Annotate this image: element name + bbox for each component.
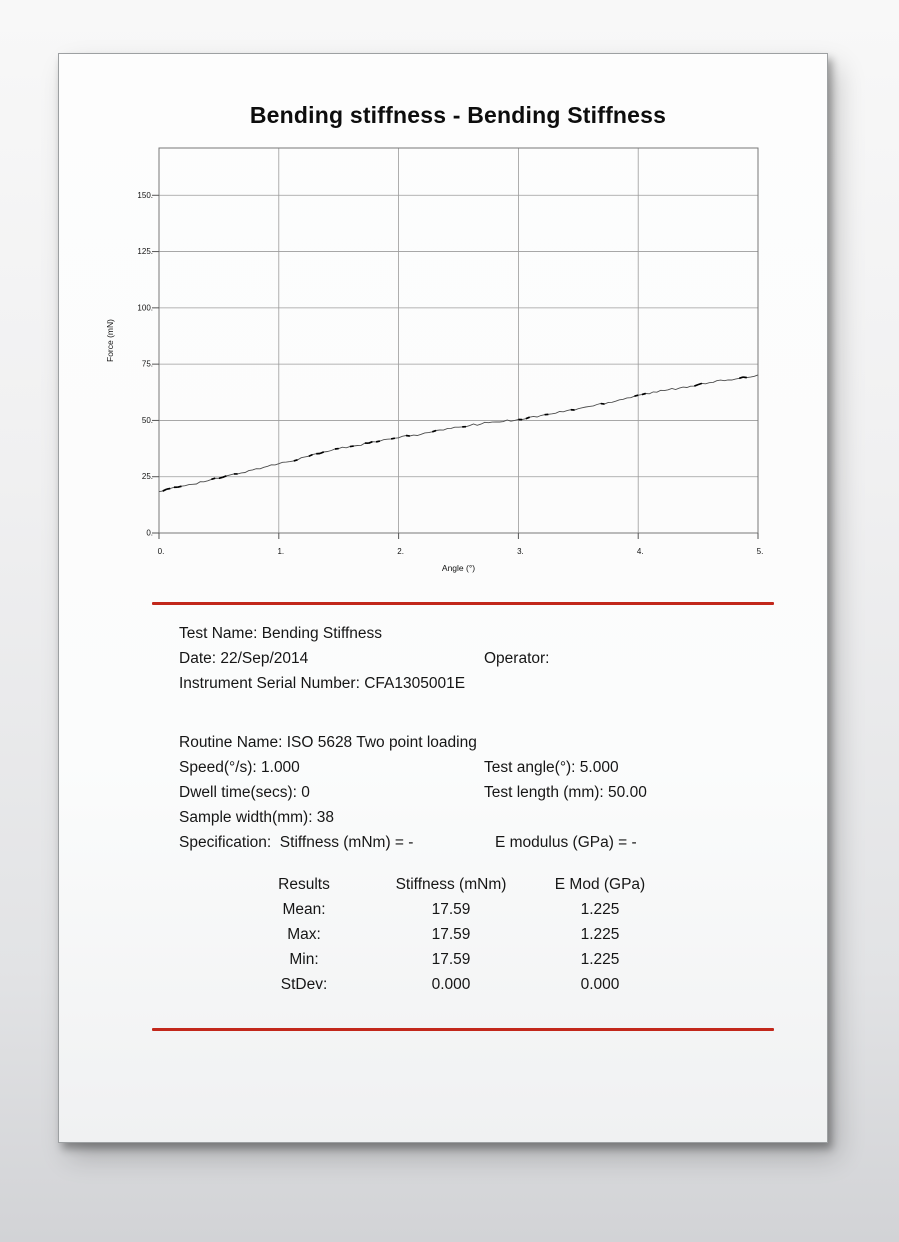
results-header-row bbox=[59, 876, 829, 898]
separator-line-bottom bbox=[152, 1028, 774, 1031]
dwell-time-text: Dwell time(secs): 0 bbox=[179, 784, 310, 801]
test-angle-text: Test angle(°): 5.000 bbox=[484, 759, 619, 776]
sample-width-text: Sample width(mm): 38 bbox=[179, 809, 335, 826]
svg-text:0.: 0. bbox=[146, 528, 153, 538]
routine-name-text: Routine Name: ISO 5628 Two point loading bbox=[179, 734, 477, 751]
stiffness-header: Stiffness (mNm) bbox=[395, 876, 507, 893]
result-label: Mean: bbox=[282, 901, 326, 918]
result-label: Max: bbox=[287, 926, 321, 943]
emod-value: 1.225 bbox=[580, 926, 620, 943]
svg-text:100.: 100. bbox=[137, 303, 153, 313]
stiffness-value: 17.59 bbox=[431, 951, 471, 968]
serial-number-text: Instrument Serial Number: CFA1305001E bbox=[179, 675, 466, 692]
emod-value: 0.000 bbox=[580, 976, 620, 993]
table-row-stdev bbox=[59, 976, 829, 998]
speed-angle-line bbox=[59, 759, 829, 781]
test-length-text: Test length (mm): 50.00 bbox=[484, 784, 647, 801]
serial-number-line bbox=[59, 675, 829, 697]
emod-value: 1.225 bbox=[580, 901, 620, 918]
routine-name-line bbox=[59, 734, 829, 756]
emod-header: E Mod (GPa) bbox=[554, 876, 646, 893]
result-label: StDev: bbox=[280, 976, 328, 993]
specification-text: Specification: Stiffness (mNm) = - bbox=[179, 834, 414, 851]
svg-text:50.: 50. bbox=[141, 415, 153, 425]
report-title: Bending stiffness - Bending Stiffness bbox=[249, 102, 667, 128]
svg-text:75.: 75. bbox=[141, 359, 153, 369]
date-text: Date: 22/Sep/2014 bbox=[179, 650, 309, 667]
svg-text:3.: 3. bbox=[517, 547, 524, 556]
specification-line bbox=[59, 834, 829, 856]
table-row-min bbox=[59, 951, 829, 973]
stiffness-value: 17.59 bbox=[431, 901, 471, 918]
specification-emod-text: E modulus (GPa) = - bbox=[495, 834, 637, 851]
svg-text:125.: 125. bbox=[137, 247, 153, 257]
svg-text:1.: 1. bbox=[277, 547, 285, 556]
bending-stiffness-chart bbox=[99, 141, 799, 591]
separator-line-top bbox=[152, 602, 774, 605]
test-name-line bbox=[59, 625, 829, 647]
result-label: Min: bbox=[289, 951, 319, 968]
chart-svg bbox=[99, 141, 799, 591]
svg-text:Angle (°): Angle (°) bbox=[441, 563, 476, 573]
table-row-mean bbox=[59, 901, 829, 923]
speed-text: Speed(°/s): 1.000 bbox=[179, 759, 300, 776]
svg-text:0.: 0. bbox=[157, 547, 165, 556]
results-header: Results bbox=[278, 876, 330, 893]
test-name-text: Test Name: Bending Stiffness bbox=[179, 625, 383, 642]
svg-text:150.: 150. bbox=[137, 190, 153, 200]
dwell-length-line bbox=[59, 784, 829, 806]
date-operator-line bbox=[59, 650, 829, 672]
svg-text:2.: 2. bbox=[397, 547, 404, 556]
svg-text:25.: 25. bbox=[141, 472, 153, 482]
operator-text: Operator: bbox=[484, 650, 550, 667]
stiffness-value: 0.000 bbox=[431, 976, 471, 993]
stiffness-value: 17.59 bbox=[431, 926, 471, 943]
emod-value: 1.225 bbox=[580, 951, 620, 968]
table-row-max bbox=[59, 926, 829, 948]
sample-width-line bbox=[59, 809, 829, 831]
svg-text:5.: 5. bbox=[756, 547, 764, 556]
svg-text:4.: 4. bbox=[636, 547, 644, 556]
svg-text:Force (mN): Force (mN) bbox=[105, 319, 115, 362]
report-page bbox=[58, 53, 828, 1143]
